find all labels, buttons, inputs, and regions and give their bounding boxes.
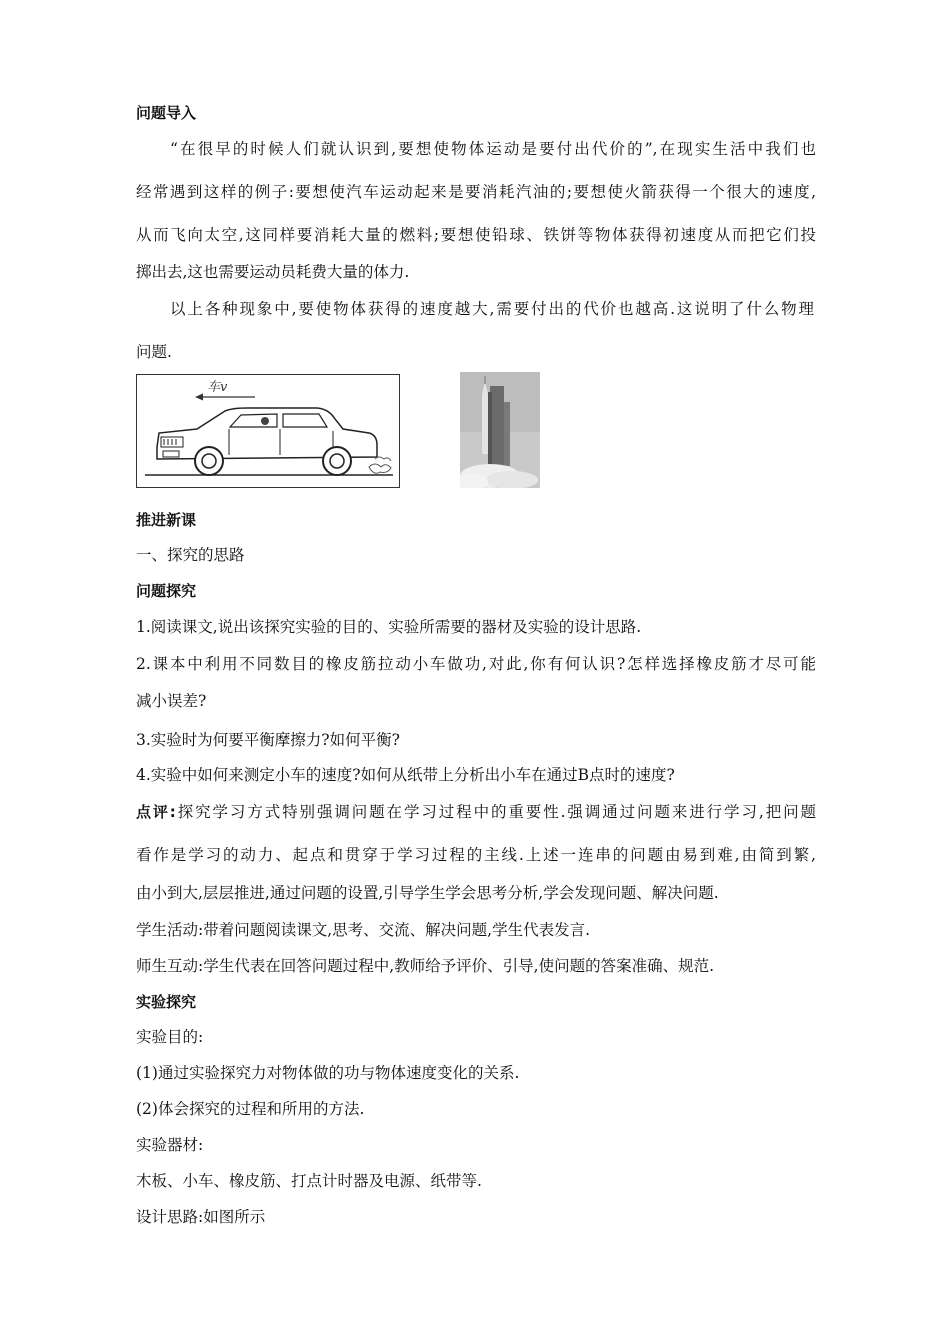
car-figure xyxy=(136,374,400,488)
question-2-line: 2.课本中利用不同数目的橡皮筋拉动小车做功,对此,你有何认识?怎样选择橡皮筋才尽可能 xyxy=(136,655,816,673)
intro-paragraph-line: 掷出去,这也需要运动员耗费大量的体力. xyxy=(136,263,410,281)
purpose-item-1: (1)通过实验探究力对物体做的功与物体速度变化的关系. xyxy=(136,1064,520,1082)
equipment-label: 实验器材: xyxy=(136,1136,204,1154)
question-paragraph-line: 以上各种现象中,要使物体获得的速度越大,需要付出的代价也越高.这说明了什么物理 xyxy=(170,300,814,318)
question-4: 4.实验中如何来测定小车的速度?如何从纸带上分析出小车在通过B点时的速度? xyxy=(136,766,675,784)
car-figure-label: 车v xyxy=(207,380,228,395)
new-lesson-heading: 推进新课 xyxy=(136,511,197,529)
part1-title: 一、探究的思路 xyxy=(136,546,245,564)
inquiry-heading: 问题探究 xyxy=(136,582,197,600)
comment-line: 由小到大,层层推进,通过问题的设置,引导学生学会思考分析,学会发现问题、解决问题. xyxy=(136,884,719,902)
design-idea: 设计思路:如图所示 xyxy=(136,1208,266,1226)
intro-heading: 问题导入 xyxy=(136,104,197,122)
student-activity: 学生活动:带着问题阅读课文,思考、交流、解决问题,学生代表发言. xyxy=(136,921,591,939)
intro-paragraph-line: 从而飞向太空,这同样要消耗大量的燃料;要想使铅球、铁饼等物体获得初速度从而把它们投 xyxy=(136,226,816,244)
question-3: 3.实验时为何要平衡摩擦力?如何平衡? xyxy=(136,731,400,749)
rocket-illustration xyxy=(460,372,540,488)
experiment-heading: 实验探究 xyxy=(136,993,197,1011)
question-1: 1.阅读课文,说出该探究实验的目的、实验所需要的器材及实验的设计思路. xyxy=(136,618,642,636)
comment-text: 探究学习方式特别强调问题在学习过程中的重要性.强调通过问题来进行学习,把问题 xyxy=(175,803,817,821)
intro-paragraph-line: 经常遇到这样的例子:要想使汽车运动起来是要消耗汽油的;要想使火箭获得一个很大的速度, xyxy=(136,183,816,201)
teacher-student-interaction: 师生互动:学生代表在回答问题过程中,教师给予评价、引导,使问题的答案准确、规范. xyxy=(136,957,715,975)
question-2-line: 减小误差? xyxy=(136,692,207,710)
comment-line: 看作是学习的动力、起点和贯穿于学习过程的主线.上述一连串的问题由易到难,由简到繁, xyxy=(136,846,816,864)
intro-paragraph-line: “在很早的时候人们就认识到,要想使物体运动是要付出代价的”,在现实生活中我们也 xyxy=(170,140,816,158)
question-paragraph-line: 问题. xyxy=(136,343,172,361)
comment-label: 点评: xyxy=(136,803,176,821)
comment-line xyxy=(136,802,816,822)
rocket-launch-image xyxy=(460,372,540,488)
purpose-label: 实验目的: xyxy=(136,1028,204,1046)
equipment-list: 木板、小车、橡皮筋、打点计时器及电源、纸带等. xyxy=(136,1172,482,1190)
purpose-item-2: (2)体会探究的过程和所用的方法. xyxy=(136,1100,365,1118)
car-illustration xyxy=(137,375,399,487)
